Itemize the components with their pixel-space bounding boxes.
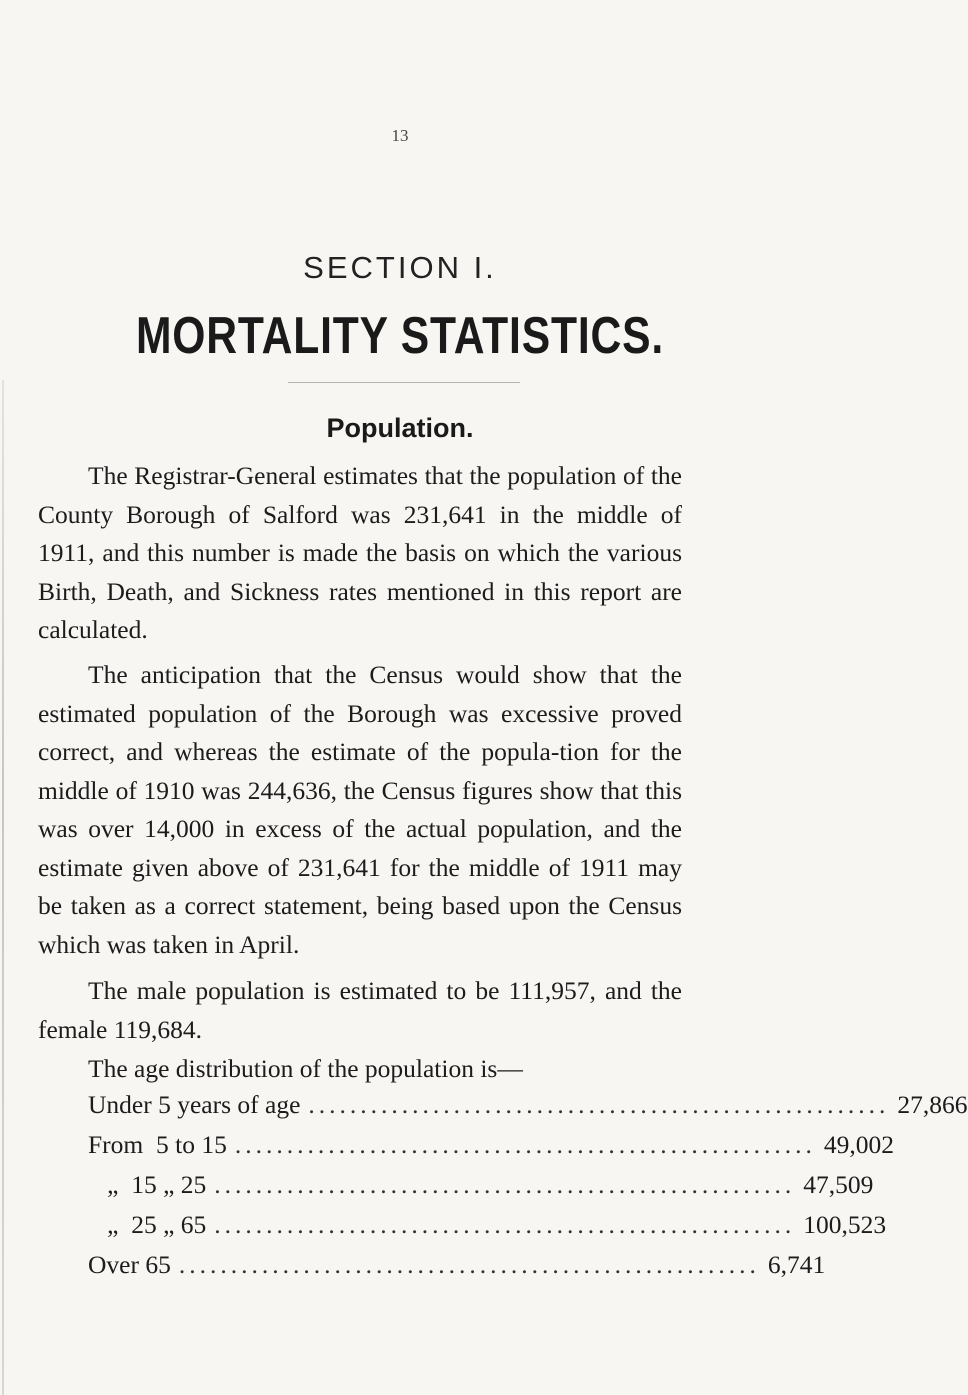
paragraph-age-distribution-intro (38, 1050, 682, 1089)
leader-dots: ........................................................ (234, 1130, 816, 1159)
row-value: 49,002 (823, 1130, 894, 1159)
subheading-population: Population. (326, 413, 474, 443)
row-value: 47,509 (803, 1170, 874, 1199)
title-divider (288, 382, 520, 383)
leader-dots: ........................................................ (308, 1090, 890, 1119)
row-label: From 5 to 15 (88, 1130, 227, 1159)
table-row (88, 1130, 894, 1170)
table-row (88, 1250, 826, 1290)
row-value: 100,523 (803, 1210, 887, 1239)
leader-dots: ........................................................ (214, 1210, 796, 1239)
paragraph-male-female (38, 972, 682, 1049)
age-distribution-table (88, 1090, 968, 1290)
paragraph-text: The Registrar-General estimates that the population of the County Borough of Salford was 231,641 in the middle of 1911, and this number is made the basis on which the various Birth, Death, and Sickness rates mentioned in this report are calculated. (38, 461, 682, 644)
table-row (88, 1170, 874, 1210)
leader-dots: ........................................................ (214, 1170, 796, 1199)
row-label: Over 65 (88, 1250, 171, 1279)
paragraph-census-anticipation (38, 656, 682, 964)
paragraph-population-estimate (38, 457, 682, 650)
row-value: 27,866 (897, 1090, 968, 1119)
row-value: 6,741 (767, 1250, 826, 1279)
paragraph-text: The age distribution of the population is— (88, 1054, 523, 1083)
section-label: SECTION I. (303, 250, 497, 285)
table-row (88, 1210, 887, 1250)
page-binding-edge (2, 380, 4, 1395)
table-row (88, 1090, 968, 1130)
row-label: Under 5 years of age (88, 1090, 301, 1119)
leader-dots: ........................................................ (178, 1250, 760, 1279)
paragraph-text: The anticipation that the Census would show that the estimated population of the Borough was excessive proved correct, and whereas the estimate of the popula-tion for the middle of 1910 was 244,636, the Census figures show that this was over 14,000 in excess of the actual population, and the estimate given above of 231,641 for the middle of 1911 may be taken as a correct statement, being based upon the Census which was taken in April. (38, 660, 682, 959)
row-label: „ 15 „ 25 (88, 1170, 207, 1199)
page-title: MORTALITY STATISTICS. (135, 307, 665, 365)
page-number: 13 (391, 126, 409, 145)
paragraph-text: The male population is estimated to be 111,957, and the female 119,684. (38, 976, 682, 1044)
row-label: „ 25 „ 65 (88, 1210, 207, 1239)
